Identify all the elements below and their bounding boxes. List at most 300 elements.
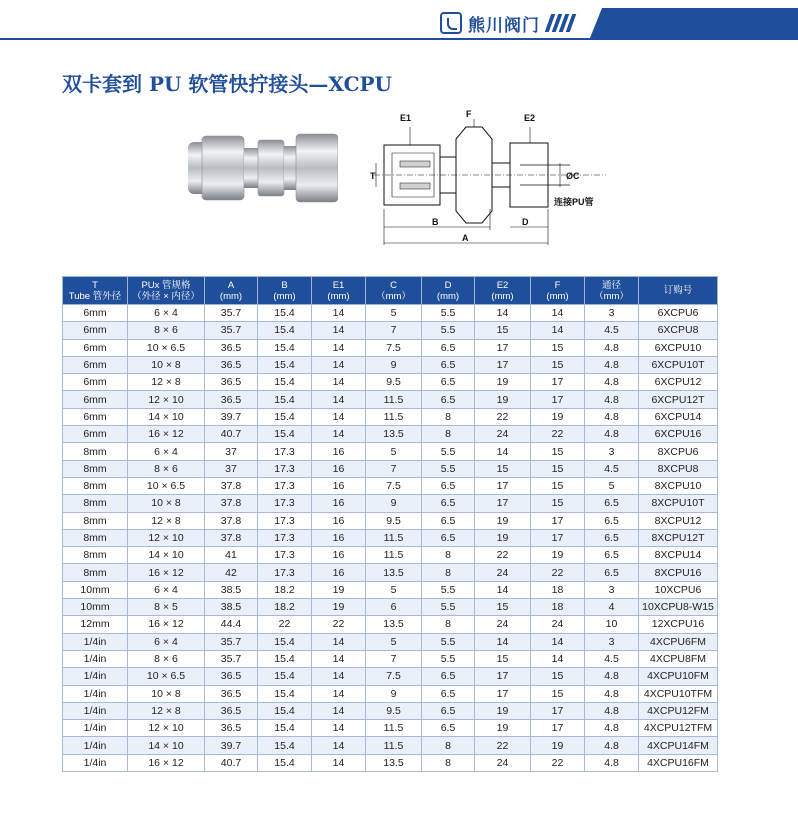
table-cell: 36.5: [205, 391, 258, 408]
header-band: [590, 8, 798, 38]
table-cell: 3: [585, 581, 639, 598]
table-cell: 8: [422, 616, 475, 633]
table-row: [63, 339, 718, 356]
brand-logo-icon: [440, 12, 462, 34]
table-cell: 37.8: [205, 477, 258, 494]
table-cell: 8 × 6: [128, 650, 205, 667]
table-cell: 16 × 12: [128, 616, 205, 633]
table-cell: 24: [531, 616, 585, 633]
table-cell: 37: [205, 460, 258, 477]
table-cell: 6XCPU14: [639, 408, 718, 425]
table-cell: 7: [366, 322, 422, 339]
table-cell: 15.4: [258, 633, 312, 650]
table-row: [63, 529, 718, 546]
table-cell: 8mm: [63, 460, 128, 477]
table-cell: 6XCPU10: [639, 339, 718, 356]
table-cell: 3: [585, 305, 639, 322]
column-header-line: 订购号: [663, 285, 693, 296]
table-cell: 7: [366, 460, 422, 477]
table-cell: 14: [312, 685, 366, 702]
table-cell: 4XCPU12FM: [639, 702, 718, 719]
table-cell: 11.5: [366, 720, 422, 737]
table-cell: 4.8: [585, 754, 639, 771]
table-cell: 8XCPU12: [639, 512, 718, 529]
table-cell: 14 × 10: [128, 408, 205, 425]
table-cell: 24: [475, 564, 531, 581]
table-cell: 6.5: [422, 668, 475, 685]
column-header-line: (mm): [491, 290, 514, 302]
column-header: [475, 277, 531, 305]
dimension-drawing: [370, 105, 610, 255]
table-row: [63, 581, 718, 598]
table-cell: 14: [475, 581, 531, 598]
table-cell: 6mm: [63, 322, 128, 339]
table-cell: 8: [422, 754, 475, 771]
column-header: [312, 277, 366, 305]
table-cell: 16: [312, 512, 366, 529]
label-a: A: [462, 233, 469, 243]
table-cell: 5.5: [422, 650, 475, 667]
label-c: ØC: [566, 171, 580, 181]
table-cell: 12XCPU16: [639, 616, 718, 633]
table-cell: 7.5: [366, 477, 422, 494]
table-cell: 17.3: [258, 495, 312, 512]
table-cell: 36.5: [205, 356, 258, 373]
table-cell: 6.5: [585, 564, 639, 581]
table-cell: 22: [258, 616, 312, 633]
table-cell: 19: [531, 408, 585, 425]
column-header-line: (mm): [273, 290, 296, 302]
table-cell: 6.5: [422, 339, 475, 356]
table-cell: 6.5: [422, 702, 475, 719]
table-cell: 15: [531, 668, 585, 685]
table-cell: 35.7: [205, 322, 258, 339]
table-cell: 14: [312, 356, 366, 373]
table-cell: 19: [475, 391, 531, 408]
table-cell: 36.5: [205, 374, 258, 391]
table-cell: 4.8: [585, 426, 639, 443]
column-header-line: 通径: [601, 279, 621, 291]
table-cell: 19: [475, 512, 531, 529]
table-row: [63, 512, 718, 529]
table-cell: 17: [531, 720, 585, 737]
table-cell: 15: [475, 599, 531, 616]
table-cell: 6mm: [63, 356, 128, 373]
table-cell: 8 × 6: [128, 460, 205, 477]
table-cell: 12 × 8: [128, 374, 205, 391]
table-cell: 6 × 4: [128, 305, 205, 322]
table-cell: 11.5: [366, 529, 422, 546]
table-cell: 14: [531, 305, 585, 322]
table-cell: 4.8: [585, 339, 639, 356]
table-cell: 14: [475, 633, 531, 650]
table-cell: 16 × 12: [128, 564, 205, 581]
product-photo: [188, 128, 338, 208]
table-cell: 11.5: [366, 547, 422, 564]
label-t: T: [370, 171, 376, 181]
table-cell: 10XCPU6: [639, 581, 718, 598]
table-cell: 15.4: [258, 720, 312, 737]
column-header-line: （外径 × 内径）: [132, 290, 200, 302]
column-header-line: (mm): [436, 290, 460, 302]
table-cell: 9.5: [366, 702, 422, 719]
header-rule: [0, 38, 798, 40]
table-cell: 14: [312, 720, 366, 737]
table-cell: 8mm: [63, 477, 128, 494]
table-cell: 6XCPU16: [639, 426, 718, 443]
column-header-line: T: [92, 279, 98, 291]
table-cell: 39.7: [205, 737, 258, 754]
label-e1: E1: [400, 113, 412, 123]
table-row: [63, 720, 718, 737]
table-cell: 7: [366, 650, 422, 667]
column-header: [366, 277, 422, 305]
table-cell: 6.5: [422, 356, 475, 373]
table-cell: 1/4in: [63, 754, 128, 771]
table-cell: 1/4in: [63, 650, 128, 667]
table-row: [63, 616, 718, 633]
table-cell: 4XCPU8FM: [639, 650, 718, 667]
table-cell: 6.5: [422, 391, 475, 408]
table-cell: 14: [312, 737, 366, 754]
table-cell: 15.4: [258, 391, 312, 408]
table-cell: 6.5: [585, 495, 639, 512]
table-cell: 19: [475, 720, 531, 737]
column-header-line: E1: [332, 279, 345, 291]
table-cell: 6XCPU12: [639, 374, 718, 391]
table-cell: 4XCPU14FM: [639, 737, 718, 754]
table-cell: 10 × 6.5: [128, 339, 205, 356]
table-cell: 18.2: [258, 599, 312, 616]
table-row: [63, 374, 718, 391]
table-cell: 6XCPU6: [639, 305, 718, 322]
table-cell: 1/4in: [63, 633, 128, 650]
table-cell: 15.4: [258, 754, 312, 771]
table-row: [63, 702, 718, 719]
table-cell: 6.5: [422, 477, 475, 494]
table-cell: 4: [585, 599, 639, 616]
table-row: [63, 460, 718, 477]
table-cell: 14: [475, 305, 531, 322]
table-cell: 16: [312, 529, 366, 546]
table-cell: 14: [312, 633, 366, 650]
table-cell: 4XCPU16FM: [639, 754, 718, 771]
table-cell: 24: [475, 426, 531, 443]
table-cell: 41: [205, 547, 258, 564]
table-cell: 8 × 5: [128, 599, 205, 616]
column-header-line: E2: [496, 279, 509, 291]
table-cell: 8XCPU16: [639, 564, 718, 581]
label-pu-tube: 连接PU管: [554, 197, 594, 207]
table-cell: 14: [312, 391, 366, 408]
table-cell: 6.5: [422, 685, 475, 702]
table-cell: 40.7: [205, 426, 258, 443]
table-cell: 4.8: [585, 737, 639, 754]
table-cell: 8: [422, 547, 475, 564]
table-cell: 37: [205, 443, 258, 460]
table-cell: 5.5: [422, 460, 475, 477]
table-cell: 17: [531, 529, 585, 546]
table-cell: 16: [312, 460, 366, 477]
table-cell: 17.3: [258, 564, 312, 581]
table-cell: 16: [312, 477, 366, 494]
table-cell: 6.5: [585, 529, 639, 546]
table-row: [63, 564, 718, 581]
table-cell: 36.5: [205, 720, 258, 737]
table-cell: 38.5: [205, 599, 258, 616]
table-cell: 8XCPU10: [639, 477, 718, 494]
column-header-line: (mm): [327, 290, 350, 302]
table-cell: 16: [312, 495, 366, 512]
table-cell: 9: [366, 685, 422, 702]
table-cell: 4.8: [585, 702, 639, 719]
table-cell: 4.8: [585, 356, 639, 373]
table-cell: 15: [475, 650, 531, 667]
table-cell: 15.4: [258, 737, 312, 754]
table-cell: 39.7: [205, 408, 258, 425]
table-cell: 24: [475, 754, 531, 771]
table-cell: 15: [475, 322, 531, 339]
table-cell: 4XCPU12TFM: [639, 720, 718, 737]
table-cell: 6XCPU12T: [639, 391, 718, 408]
table-cell: 15: [531, 495, 585, 512]
table-cell: 14: [312, 702, 366, 719]
table-cell: 17.3: [258, 512, 312, 529]
table-cell: 8mm: [63, 443, 128, 460]
table-cell: 4.8: [585, 720, 639, 737]
table-cell: 6mm: [63, 374, 128, 391]
table-cell: 19: [531, 547, 585, 564]
table-cell: 14: [312, 754, 366, 771]
table-cell: 4.5: [585, 322, 639, 339]
table-cell: 22: [531, 754, 585, 771]
table-cell: 15.4: [258, 702, 312, 719]
column-header-line: B: [281, 279, 288, 291]
table-cell: 6mm: [63, 426, 128, 443]
table-cell: 12mm: [63, 616, 128, 633]
table-cell: 42: [205, 564, 258, 581]
table-cell: 15: [531, 477, 585, 494]
table-cell: 17.3: [258, 460, 312, 477]
table-cell: 37.8: [205, 495, 258, 512]
table-cell: 7.5: [366, 339, 422, 356]
table-row: [63, 547, 718, 564]
table-cell: 14: [312, 408, 366, 425]
table-cell: 4.8: [585, 374, 639, 391]
table-cell: 8XCPU12T: [639, 529, 718, 546]
table-cell: 22: [475, 737, 531, 754]
column-header-line: C: [390, 279, 397, 291]
brand-name: 熊川阀门: [468, 15, 540, 36]
table-cell: 8: [422, 408, 475, 425]
table-cell: 12 × 8: [128, 702, 205, 719]
table-cell: 22: [475, 408, 531, 425]
table-cell: 19: [312, 581, 366, 598]
table-cell: 12 × 10: [128, 391, 205, 408]
table-cell: 4.8: [585, 391, 639, 408]
table-cell: 6XCPU8: [639, 322, 718, 339]
table-cell: 10 × 6.5: [128, 477, 205, 494]
table-cell: 14: [312, 650, 366, 667]
table-cell: 10mm: [63, 599, 128, 616]
table-cell: 10 × 8: [128, 685, 205, 702]
table-row: [63, 599, 718, 616]
table-cell: 19: [312, 599, 366, 616]
table-cell: 17: [475, 477, 531, 494]
table-cell: 6mm: [63, 339, 128, 356]
table-cell: 5.5: [422, 581, 475, 598]
table-cell: 12 × 8: [128, 512, 205, 529]
table-cell: 19: [475, 702, 531, 719]
table-cell: 4.5: [585, 460, 639, 477]
table-cell: 5: [366, 305, 422, 322]
brand: [440, 8, 573, 38]
table-cell: 6.5: [422, 512, 475, 529]
table-row: [63, 477, 718, 494]
column-header: [128, 277, 205, 305]
table-cell: 8mm: [63, 529, 128, 546]
table-cell: 15.4: [258, 408, 312, 425]
table-cell: 44.4: [205, 616, 258, 633]
table-row: [63, 305, 718, 322]
table-cell: 4.5: [585, 650, 639, 667]
table-cell: 17: [475, 668, 531, 685]
table-cell: 14: [475, 443, 531, 460]
table-cell: 14 × 10: [128, 737, 205, 754]
label-f: F: [466, 109, 472, 119]
table-cell: 5.5: [422, 599, 475, 616]
table-cell: 15: [531, 685, 585, 702]
table-cell: 35.7: [205, 650, 258, 667]
table-cell: 24: [475, 616, 531, 633]
label-e2: E2: [524, 113, 536, 123]
table-row: [63, 650, 718, 667]
table-cell: 10 × 6.5: [128, 668, 205, 685]
table-cell: 14: [312, 374, 366, 391]
table-cell: 37.8: [205, 512, 258, 529]
table-cell: 14: [312, 305, 366, 322]
table-cell: 17: [531, 702, 585, 719]
table-cell: 6 × 4: [128, 443, 205, 460]
table-cell: 17: [475, 495, 531, 512]
page-title: 双卡套到 PU 软管快拧接头—XCPU: [62, 72, 392, 96]
table-cell: 5.5: [422, 322, 475, 339]
table-cell: 11.5: [366, 408, 422, 425]
table-cell: 4.8: [585, 685, 639, 702]
table-cell: 16: [312, 564, 366, 581]
table-cell: 35.7: [205, 305, 258, 322]
column-header-line: PUx 管规格: [141, 279, 191, 291]
label-b: B: [432, 217, 439, 227]
column-header: [531, 277, 585, 305]
table-cell: 13.5: [366, 754, 422, 771]
table-cell: 22: [312, 616, 366, 633]
table-cell: 17.3: [258, 547, 312, 564]
column-header: [585, 277, 639, 305]
table-cell: 17: [531, 512, 585, 529]
table-cell: 10: [585, 616, 639, 633]
table-cell: 37.8: [205, 529, 258, 546]
table-cell: 18: [531, 581, 585, 598]
table-cell: 9.5: [366, 512, 422, 529]
table-row: [63, 633, 718, 650]
column-header-line: F: [554, 279, 561, 291]
table-cell: 36.5: [205, 685, 258, 702]
table-row: [63, 322, 718, 339]
table-cell: 6mm: [63, 391, 128, 408]
table-row: [63, 754, 718, 771]
table-cell: 15.4: [258, 685, 312, 702]
table-cell: 15.4: [258, 339, 312, 356]
table-row: [63, 426, 718, 443]
spec-table: [62, 276, 718, 772]
table-cell: 15.4: [258, 650, 312, 667]
table-cell: 17: [475, 339, 531, 356]
table-cell: 1/4in: [63, 685, 128, 702]
table-cell: 5: [366, 443, 422, 460]
column-header-line: (mm): [219, 290, 243, 302]
table-cell: 10 × 8: [128, 356, 205, 373]
table-cell: 16 × 12: [128, 426, 205, 443]
table-row: [63, 391, 718, 408]
table-cell: 6.5: [422, 720, 475, 737]
table-cell: 36.5: [205, 668, 258, 685]
table-row: [63, 737, 718, 754]
table-cell: 8XCPU8: [639, 460, 718, 477]
table-cell: 6.5: [585, 512, 639, 529]
table-cell: 6.5: [422, 529, 475, 546]
table-cell: 9: [366, 356, 422, 373]
table-cell: 11.5: [366, 737, 422, 754]
table-cell: 5.5: [422, 305, 475, 322]
table-cell: 15.4: [258, 356, 312, 373]
table-cell: 14 × 10: [128, 547, 205, 564]
table-cell: 14: [312, 668, 366, 685]
table-cell: 17.3: [258, 443, 312, 460]
table-row: [63, 495, 718, 512]
table-cell: 5.5: [422, 633, 475, 650]
table-cell: 8mm: [63, 512, 128, 529]
table-cell: 6.5: [422, 495, 475, 512]
table-cell: 8mm: [63, 547, 128, 564]
table-cell: 15.4: [258, 305, 312, 322]
table-cell: 18: [531, 599, 585, 616]
table-cell: 1/4in: [63, 737, 128, 754]
table-cell: 22: [475, 547, 531, 564]
column-header-line: D: [444, 279, 452, 291]
table-cell: 4XCPU10FM: [639, 668, 718, 685]
table-cell: 15.4: [258, 426, 312, 443]
table-cell: 22: [531, 564, 585, 581]
table-cell: 13.5: [366, 564, 422, 581]
table-cell: 17: [531, 374, 585, 391]
table-cell: 12 × 10: [128, 720, 205, 737]
table-cell: 5: [366, 633, 422, 650]
table-cell: 13.5: [366, 616, 422, 633]
table-cell: 1/4in: [63, 702, 128, 719]
table-cell: 19: [531, 737, 585, 754]
table-cell: 16 × 12: [128, 754, 205, 771]
table-cell: 5.5: [422, 443, 475, 460]
table-cell: 8XCPU14: [639, 547, 718, 564]
table-cell: 40.7: [205, 754, 258, 771]
column-header: [639, 277, 718, 305]
table-cell: 8mm: [63, 495, 128, 512]
table-cell: 3: [585, 443, 639, 460]
table-cell: 8: [422, 737, 475, 754]
column-header-line: （mm）: [594, 290, 629, 302]
column-header-line: （mm）: [376, 290, 411, 302]
